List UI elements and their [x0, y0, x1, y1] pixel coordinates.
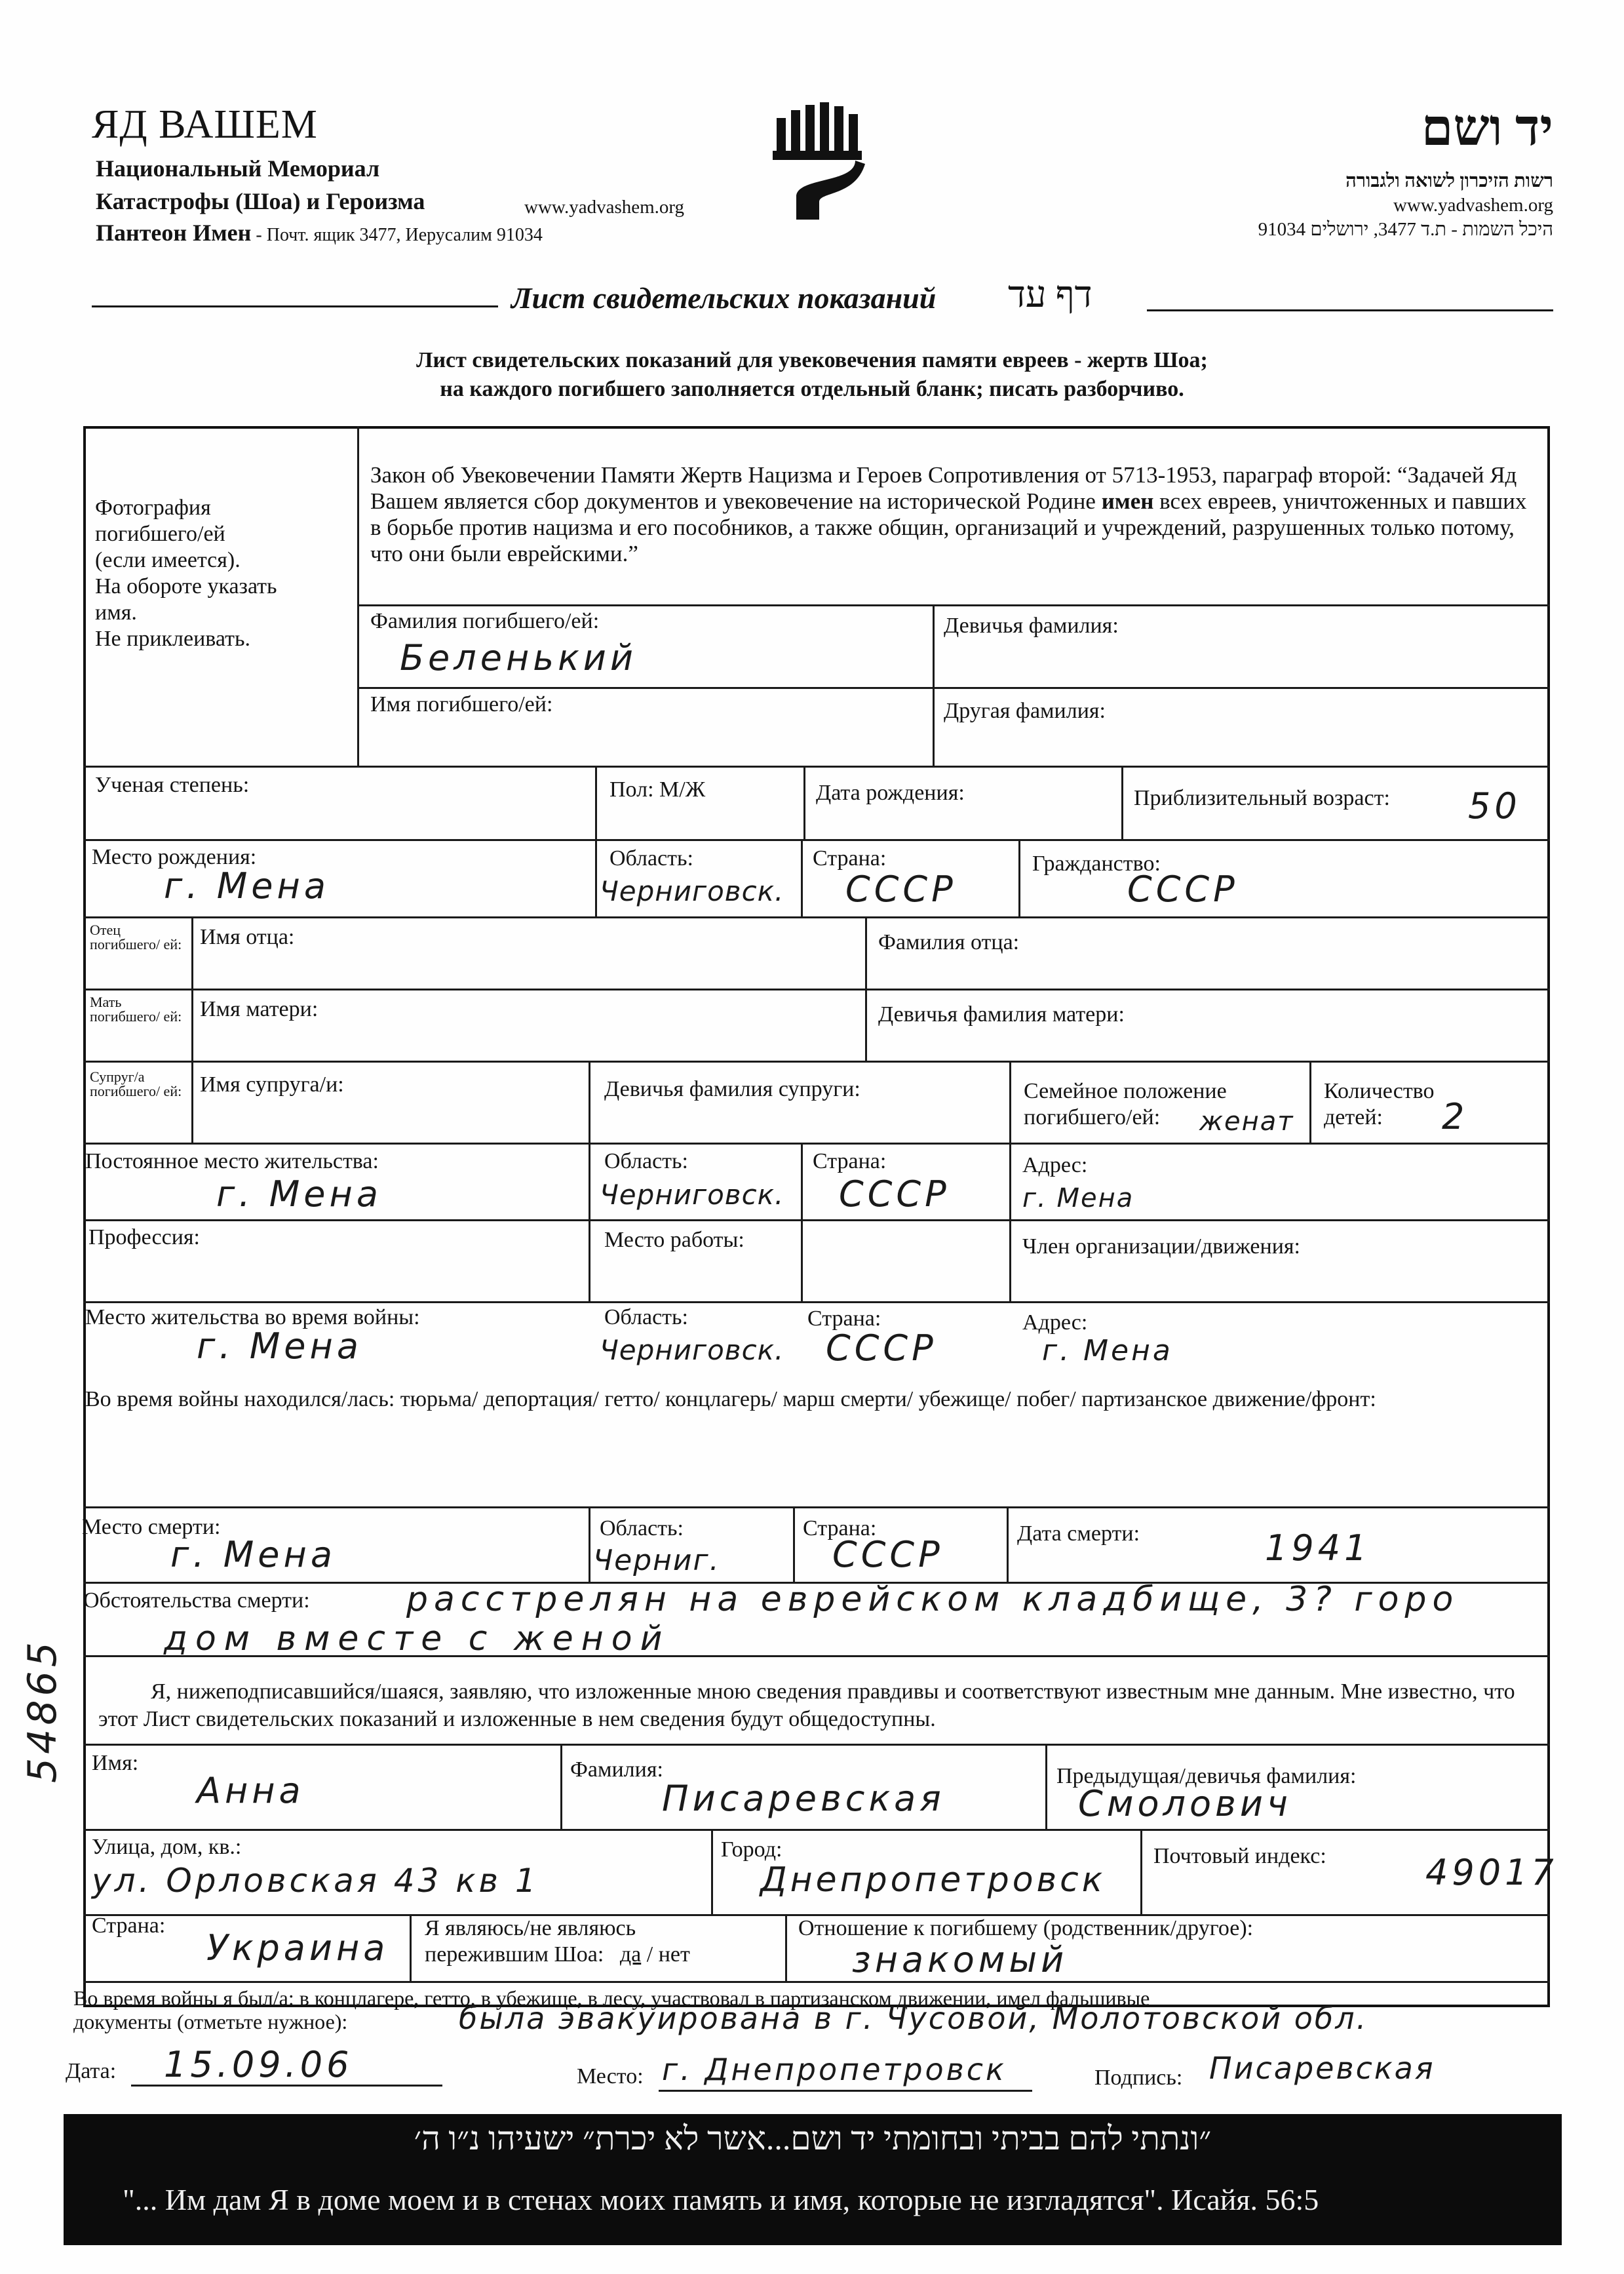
during-war-label[interactable]: Во время войны находился/лась: тюрьма/ депортация/ гетто/ концлагерь/ марш смерти/ убежище/ побег/ партизанское движение/фронт: — [85, 1387, 1376, 1411]
submitter-war-label-2: документы (отметьте нужное): — [73, 2010, 348, 2033]
rule — [357, 604, 1550, 606]
org-line-3-bold: Пантеон Имен — [96, 220, 252, 246]
law-paragraph — [370, 462, 1530, 567]
residence-region-label: Область: — [604, 1149, 688, 1173]
footer-hebrew-quote: ״ונתתי להם בביתי ובחומתי יד ושם...אשר לא יכרת״ ישעיהו נ״ו ה׳ — [414, 2120, 1212, 2157]
death-circumstances-label: Обстоятельства смерти: — [83, 1588, 310, 1613]
death-circumstances-line-2[interactable]: дом вместе с женой — [164, 1619, 670, 1658]
death-place-label: Место смерти: — [82, 1515, 221, 1539]
war-address-label: Адрес: — [1022, 1310, 1088, 1335]
submitter-city-label: Город: — [721, 1837, 783, 1862]
victim-surname-label: Фамилия погибшего/ей: — [370, 609, 600, 633]
photo-line: На обороте указать — [95, 574, 277, 598]
date-label: Дата: — [66, 2059, 117, 2083]
signature-field[interactable]: Писаревская — [1209, 2050, 1435, 2086]
submitter-zip-label: Почтовый индекс: — [1153, 1844, 1326, 1868]
other-surname-label: Другая фамилия: — [944, 699, 1106, 723]
permanent-residence-field[interactable]: г. Мена — [216, 1173, 382, 1215]
rule — [865, 916, 867, 1061]
rule — [801, 839, 803, 916]
title-rule-right — [1147, 309, 1553, 311]
submitter-city-field[interactable]: Днепропетровск — [760, 1860, 1106, 1900]
sex-field[interactable]: Пол: М/Ж — [609, 777, 706, 802]
residence-address-field[interactable]: г. Мена — [1022, 1183, 1134, 1213]
relation-label: Отношение к погибшему (родственник/другое): — [798, 1916, 1254, 1940]
war-country-field[interactable]: СССР — [826, 1327, 937, 1369]
war-residence-field[interactable]: г. Мена — [197, 1325, 362, 1367]
mother-name-label: Имя матери: — [200, 997, 319, 1021]
rule — [83, 1301, 1550, 1303]
rule — [191, 916, 193, 1143]
archive-stamp-number: 54865 — [20, 1638, 66, 1783]
permanent-residence-label: Постоянное место жительства: — [85, 1149, 379, 1173]
rule — [83, 916, 1550, 918]
death-date-field[interactable]: 1941 — [1265, 1527, 1371, 1569]
father-side-label: Отец погибшего/ ей: — [90, 922, 182, 952]
survivor-no-option[interactable]: нет — [658, 1942, 690, 1967]
website-link[interactable]: www.yadvashem.org — [524, 197, 685, 218]
marital-status-label-1: Семейное положение — [1024, 1079, 1227, 1103]
death-country-label: Страна: — [803, 1516, 877, 1540]
spouse-side-label: Супруг/а погибшего/ ей: — [90, 1068, 182, 1099]
victim-surname-field[interactable]: Беленький — [400, 637, 637, 678]
spouse-maiden-label: Девичья фамилия супруги: — [604, 1077, 860, 1101]
death-region-field[interactable]: Черниг. — [593, 1544, 720, 1577]
submitter-war-field[interactable]: была эвакуирована в г. Чусовой, Молотовской обл. — [459, 2001, 1368, 2036]
rule — [357, 687, 1550, 689]
spouse-name-label: Имя супруга/и: — [200, 1072, 344, 1097]
intro-line-2: на каждого погибшего заполняется отдельный бланк; писать разборчиво. — [440, 377, 1184, 401]
residence-region-field[interactable]: Черниговск. — [600, 1179, 784, 1211]
citizenship-label: Гражданство: — [1032, 852, 1161, 876]
death-date-label: Дата смерти: — [1017, 1521, 1140, 1546]
hebrew-website[interactable]: www.yadvashem.org — [1393, 195, 1553, 216]
survivor-label-2[interactable] — [425, 1942, 690, 1968]
law-bold-names: имен — [1101, 488, 1154, 514]
sheet-title-hebrew: דף עד — [1008, 275, 1092, 315]
rule — [83, 989, 1550, 990]
photo-line: (если имеется). — [95, 548, 241, 572]
submitter-country-field[interactable]: Украина — [206, 1927, 389, 1969]
rule — [803, 766, 805, 839]
rule — [357, 426, 359, 766]
war-country-label: Страна: — [807, 1306, 881, 1331]
rule — [595, 766, 597, 839]
org-line-1: Национальный Мемориал — [96, 155, 380, 182]
profession-label: Профессия: — [88, 1225, 200, 1249]
war-region-field[interactable]: Черниговск. — [600, 1334, 784, 1366]
survivor-label-text: пережившим Шоа: — [425, 1942, 604, 1967]
first-name-label: Имя погибшего/ей: — [370, 692, 553, 716]
birth-region-field[interactable]: Черниговск. — [600, 875, 784, 907]
place-underline — [659, 2090, 1032, 2092]
rule — [83, 1829, 1550, 1831]
survivor-label-1: Я являюсь/не являюсь — [425, 1916, 636, 1940]
death-region-label: Область: — [600, 1516, 684, 1540]
submitter-surname-label: Фамилия: — [570, 1757, 663, 1782]
rule — [1009, 1061, 1011, 1143]
death-circumstances-line-1[interactable]: расстрелян на еврейском кладбище, 3? горо — [406, 1580, 1460, 1619]
rule — [1121, 766, 1123, 839]
org-line-2: Катастрофы (Шоа) и Героизма — [96, 188, 425, 214]
photo-line: Не приклеивать. — [95, 627, 250, 651]
mother-side-label: Мать погибшего/ ей: — [90, 994, 182, 1025]
date-underline — [131, 2085, 442, 2087]
submitter-prev-surname-label: Предыдущая/девичья фамилия: — [1056, 1764, 1357, 1788]
submitter-name-field[interactable]: Анна — [197, 1770, 305, 1811]
sheet-title: Лист свидетельских показаний — [511, 281, 937, 315]
rule — [589, 1061, 590, 1143]
rule — [560, 1744, 562, 1829]
death-country-field[interactable]: СССР — [832, 1534, 944, 1575]
intro-line-1: Лист свидетельских показаний для увековечения памяти евреев - жертв Шоа; — [416, 348, 1208, 372]
submitter-war-label-1: Во время войны я был/а: в концлагере, гетто, в убежище, в лесу, участвовал в партизанском движении, имел фальшивые — [73, 1986, 1150, 2010]
rule — [83, 1506, 1550, 1508]
rule — [83, 1143, 1550, 1145]
war-address-field[interactable]: г. Мена — [1042, 1334, 1173, 1367]
declaration-text: Я, нижеподписавшийся/шаяся, заявляю, что изложенные мною сведения правдивы и соответствуют известным мне данным. Мне известно, что этот Лист свидетельских показаний и изложенные в нем сведения будут общедоступны. — [98, 1679, 1515, 1731]
rule — [1007, 1506, 1009, 1582]
rule — [793, 1506, 795, 1582]
photo-line: погибшего/ей — [95, 522, 225, 546]
marital-status-label-2: погибшего/ей: — [1024, 1105, 1161, 1129]
approx-age-field[interactable]: 50 — [1468, 785, 1521, 827]
hebrew-address: היכל השמות - ת.ד 3477, ירושלים 91034 — [1258, 219, 1553, 240]
death-place-field[interactable]: г. Мена — [170, 1534, 336, 1575]
relation-field[interactable]: знакомый — [852, 1939, 1068, 1980]
submitter-prev-surname-field[interactable]: Смолович — [1078, 1783, 1292, 1824]
residence-country-label: Страна: — [813, 1149, 887, 1173]
rule — [1309, 1061, 1311, 1143]
maiden-name-label: Девичья фамилия: — [944, 614, 1119, 638]
rule — [83, 839, 1550, 841]
rule — [589, 1506, 590, 1582]
approx-age-label: Приблизительный возраст: — [1134, 786, 1390, 810]
birth-country-label: Страна: — [813, 846, 887, 871]
hebrew-line-1: רשות הזיכרון לשואה ולגבורה — [1345, 170, 1553, 191]
law-part-2: всех евреев, уничтоженных и павших в борьбе против нацизма и его пособников, а также общин, организаций и учреждений, разрушенных только потому, что они были еврейскими.” — [370, 488, 1527, 566]
date-field[interactable]: 15.09.06 — [164, 2044, 353, 2085]
birthplace-field[interactable]: г. Мена — [164, 865, 330, 907]
rule — [1045, 1744, 1047, 1829]
member-label: Член организации/движения: — [1022, 1234, 1300, 1259]
war-residence-label: Место жительства во время войны: — [85, 1305, 420, 1329]
rule — [83, 1744, 1550, 1746]
rule — [589, 1143, 590, 1301]
survivor-yes-option[interactable]: да — [619, 1942, 642, 1967]
birth-country-field[interactable]: СССР — [845, 869, 957, 910]
residence-country-field[interactable]: СССР — [839, 1173, 950, 1215]
birth-date-label: Дата рождения: — [816, 781, 965, 805]
children-count-field[interactable]: 2 — [1442, 1096, 1469, 1137]
submitter-country-label: Страна: — [92, 1913, 166, 1938]
rule — [801, 1143, 803, 1219]
rule — [711, 1829, 713, 1914]
place-field[interactable]: г. Днепропетровск — [662, 2052, 1007, 2087]
residence-address-label: Адрес: — [1022, 1153, 1088, 1177]
birth-region-label: Область: — [609, 846, 693, 871]
rule — [933, 604, 935, 766]
signature-label: Подпись: — [1094, 2066, 1183, 2090]
children-label-2: детей: — [1324, 1105, 1383, 1129]
rule — [1018, 839, 1020, 916]
yad-vashem-logo-icon — [757, 98, 881, 223]
photo-line: Фотография — [95, 496, 211, 520]
rule — [1140, 1829, 1142, 1914]
birthplace-label: Место рождения: — [92, 845, 257, 869]
degree-label: Ученая степень: — [95, 773, 250, 797]
rule — [595, 839, 597, 916]
title-rule-left — [92, 305, 498, 307]
rule — [83, 1981, 1550, 1983]
photo-line: имя. — [95, 600, 137, 625]
submitter-street-label: Улица, дом, кв.: — [92, 1835, 242, 1859]
children-label-1: Количество — [1324, 1079, 1435, 1103]
mother-maiden-label: Девичья фамилия матери: — [878, 1002, 1125, 1027]
photo-instructions[interactable] — [95, 495, 351, 652]
hebrew-title: יד ושם — [1421, 99, 1553, 156]
footer-russian-quote: "... Им дам Я в доме моем и в стенах моих память и имя, которые не изгладятся". Исайя. 56:5 — [123, 2183, 1319, 2216]
org-title: ЯД ВАШЕМ — [92, 102, 318, 147]
submitter-name-label: Имя: — [92, 1751, 139, 1775]
rule — [785, 1914, 787, 1981]
rule — [801, 1219, 803, 1301]
workplace-label: Место работы: — [604, 1228, 744, 1252]
footer-quote-band — [64, 2114, 1562, 2245]
father-surname-label: Фамилия отца: — [878, 930, 1020, 954]
citizenship-field[interactable]: СССР — [1127, 869, 1239, 910]
war-region-label: Область: — [604, 1305, 688, 1329]
father-name-label: Имя отца: — [200, 925, 295, 949]
submitter-street-field[interactable]: ул. Орловская 43 кв 1 — [92, 1862, 539, 1900]
rule — [410, 1914, 412, 1981]
rule — [83, 766, 1550, 768]
rule — [83, 1061, 1550, 1063]
rule — [83, 1219, 1550, 1221]
submitter-zip-field[interactable]: 49017 — [1425, 1852, 1558, 1893]
place-label: Место: — [577, 2064, 644, 2088]
survivor-separator: / — [641, 1942, 659, 1967]
submitter-surname-field[interactable]: Писаревская — [662, 1778, 945, 1819]
marital-status-field[interactable]: женат — [1199, 1107, 1294, 1137]
org-line-3 — [96, 219, 543, 246]
law-part-1: Закон об Увековечении Памяти Жертв Нацизма и Героев Сопротивления от 5713-1953, параграф второй: “Задачей Яд Вашем является сбор документов и увековечение на исторической Родине — [370, 462, 1517, 514]
rule — [1009, 1143, 1011, 1301]
org-address: - Почт. ящик 3477, Иерусалим 91034 — [251, 225, 543, 245]
